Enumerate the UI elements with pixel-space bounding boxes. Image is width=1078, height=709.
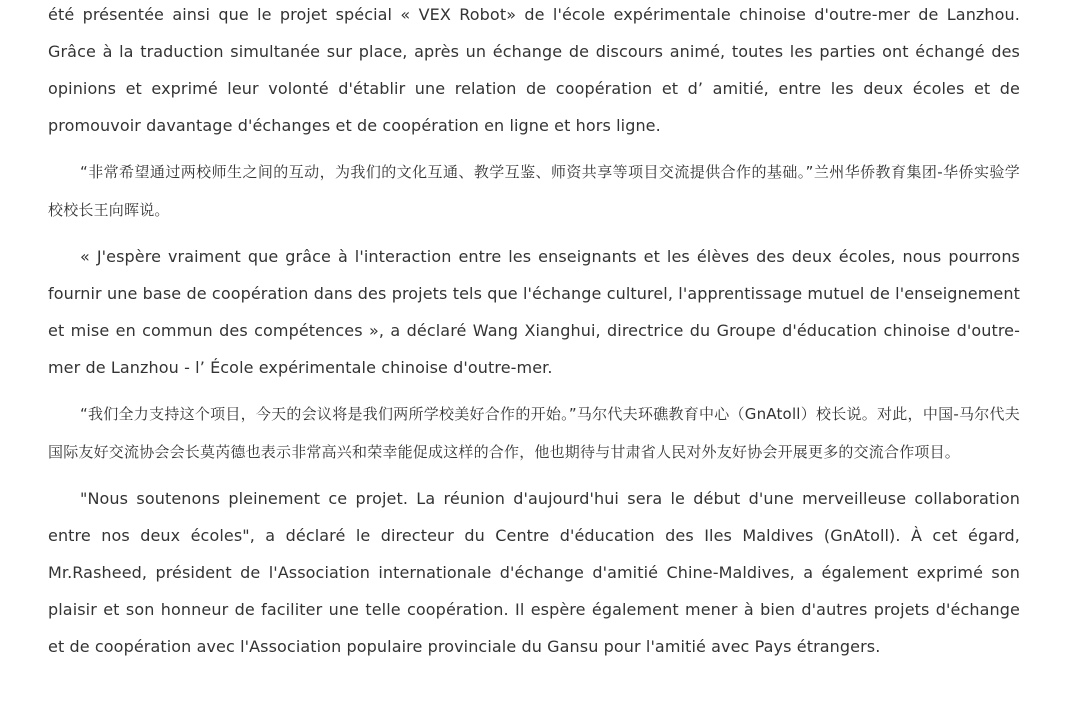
article-body	[48, 0, 1020, 674]
paragraph-french-quote-gnatoll: "Nous soutenons pleinement ce projet. La réunion d'aujourd'hui sera le début d'une merveilleuse collaboration entre nos deux écoles", a déclaré le directeur du Centre d'éducation des Iles Maldives (GnAtoll). À cet égard, Mr.Rasheed, président de l'Association internationale d'échange d'amitié Chine-Maldives, a également exprimé son plaisir et son honneur de faciliter une telle coopération. Il espère également mener à bien d'autres projets d'échange et de coopération avec l'Association populaire provinciale du Gansu pour l'amitié avec Pays étrangers.	[48, 489, 1020, 656]
paragraph-chinese-quote-wang: “非常希望通过两校师生之间的互动，为我们的文化互通、教学互鉴、师资共享等项目交流提供合作的基础。”兰州华侨教育集团-华侨实验学校校长王向晖说。	[48, 163, 1020, 219]
paragraph-french-quote-wang: « J'espère vraiment que grâce à l'interaction entre les enseignants et les élèves des deux écoles, nous pourrons fournir une base de coopération dans des projets tels que l'échange culturel, l'apprentissage mutuel de l'enseignement et mise en commun des compétences », a déclaré Wang Xianghui, directrice du Groupe d'éducation chinoise d'outre-mer de Lanzhou - l’ École expérimentale chinoise d'outre-mer.	[48, 247, 1020, 377]
paragraph-french-intro: été présentée ainsi que le projet spécial « VEX Robot» de l'école expérimentale chinoise d'outre-mer de Lanzhou. Grâce à la traduction simultanée sur place, après un échange de discours animé, toutes les parties ont échangé des opinions et exprimé leur volonté d'établir une relation de coopération et d’ amitié, entre les deux écoles et de promouvoir davantage d'échanges et de coopération en ligne et hors ligne.	[48, 5, 1020, 135]
paragraph-chinese-quote-gnatoll: “我们全力支持这个项目，今天的会议将是我们两所学校美好合作的开始。”马尔代夫环礁教育中心（GnAtoll）校长说。对此，中国-马尔代夫国际友好交流协会会长莫芮德也表示非常高兴和荣幸能促成这样的合作，他也期待与甘肃省人民对外友好协会开展更多的交流合作项目。	[48, 405, 1020, 461]
